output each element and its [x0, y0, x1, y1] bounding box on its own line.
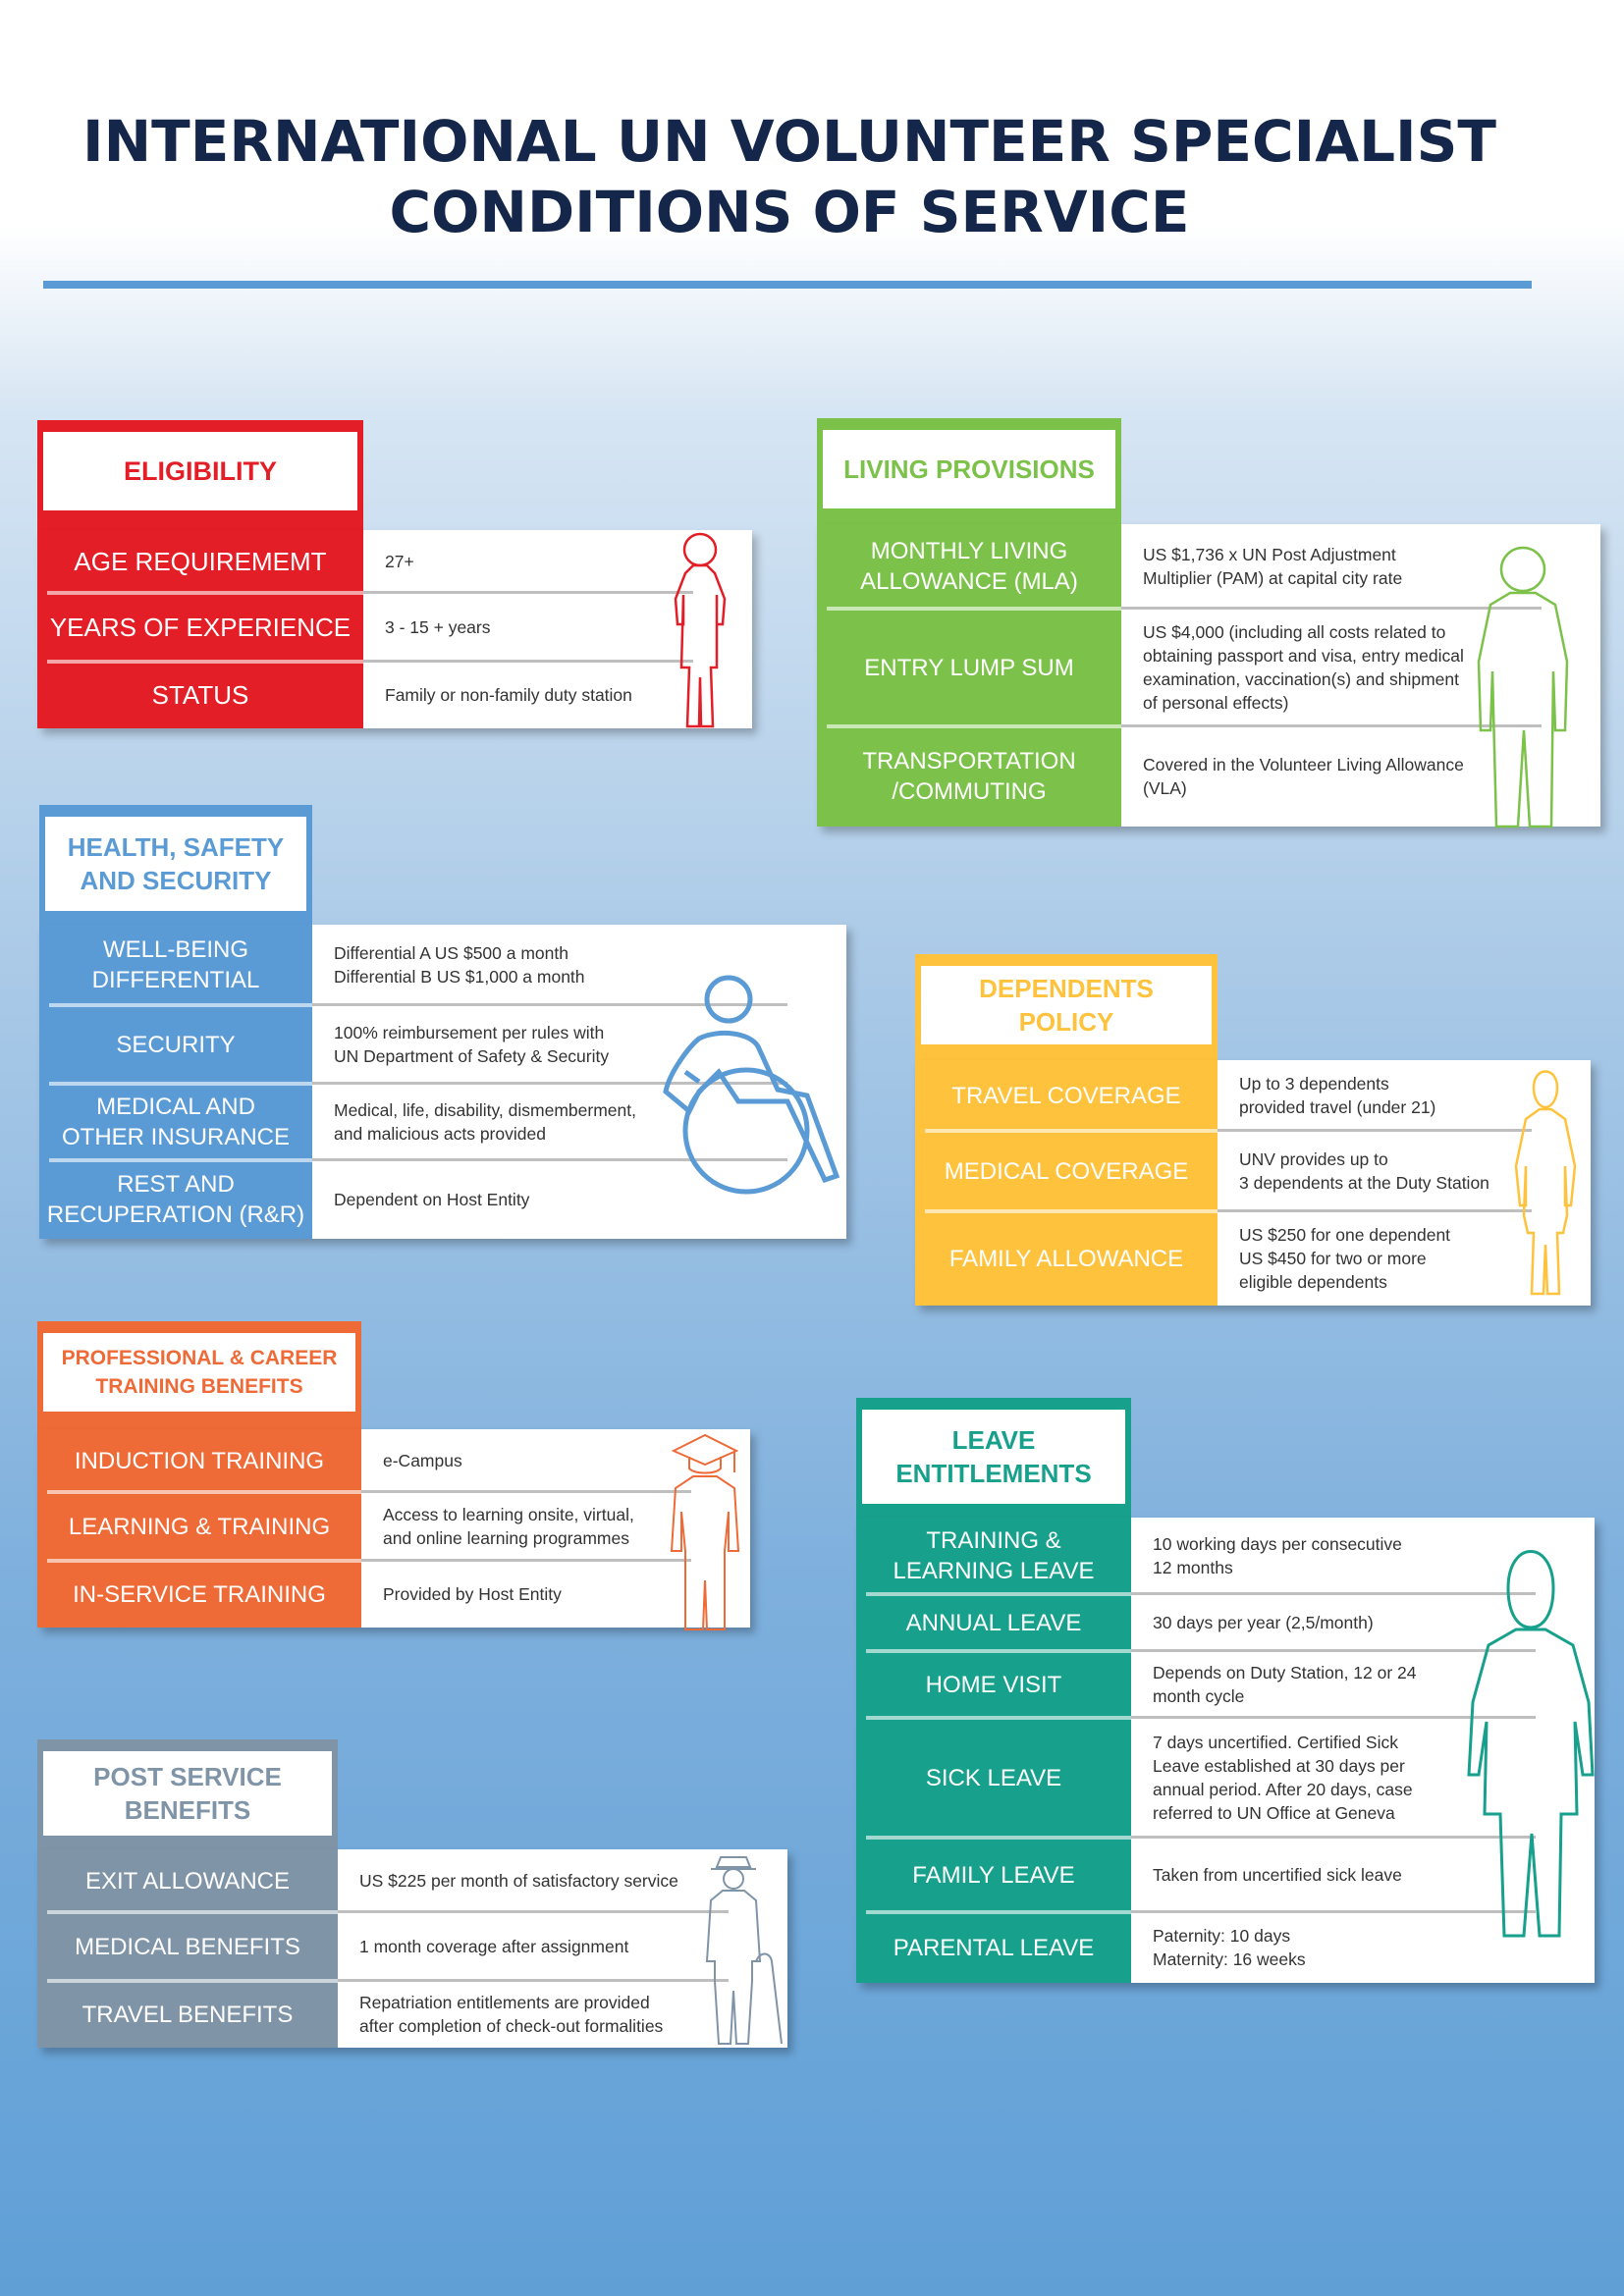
health-header: [39, 805, 312, 929]
title-line-1: INTERNATIONAL UN VOLUNTEER SPECIALIST: [82, 108, 1496, 175]
living-row-label: TRANSPORTATION /COMMUTING: [862, 748, 1076, 805]
woman-icon: [1451, 1529, 1610, 1940]
dependents-title: DEPENDENTS POLICY: [921, 966, 1212, 1044]
leave-row-value: Depends on Duty Station, 12 or 24 month cycle: [1153, 1663, 1417, 1706]
health-row-value: Differential A US $500 a month Differential B US $1,000 a month: [334, 943, 585, 987]
professional-row-label: IN-SERVICE TRAINING: [73, 1580, 326, 1608]
leave-row-value: 7 days uncertified. Certified Sick Leave established at 30 days per annual period. After 20 days, case referred to UN Office at Geneva: [1153, 1733, 1413, 1823]
dependents-row-value: UNV provides up to 3 dependents at the Duty Station: [1239, 1149, 1489, 1193]
page-title: [0, 106, 1579, 247]
leave-row-value: 30 days per year (2,5/month): [1153, 1613, 1374, 1632]
dependents-row-value: Up to 3 dependents provided travel (under 21): [1239, 1074, 1436, 1117]
title-divider: [43, 281, 1532, 289]
professional-title: PROFESSIONAL & CAREER TRAINING BENEFITS: [43, 1333, 355, 1412]
eligibility-row-value: Family or non-family duty station: [385, 685, 632, 705]
eligibility-title: ELIGIBILITY: [43, 432, 357, 510]
eligibility-row-value: 27+: [385, 552, 414, 571]
dependents-row-label: FAMILY ALLOWANCE: [948, 1245, 1184, 1272]
leave-title: LEAVE ENTITLEMENTS: [862, 1410, 1125, 1504]
health-row-label: MEDICAL AND OTHER INSURANCE: [61, 1094, 291, 1150]
health-row-value: Dependent on Host Entity: [334, 1190, 530, 1209]
elderly-man-icon: [695, 1853, 784, 2050]
post-row-value: US $225 per month of satisfactory service: [359, 1871, 678, 1891]
person-icon: [1469, 544, 1577, 828]
post-row-label: EXIT ALLOWANCE: [84, 1867, 291, 1895]
living-row-value: US $4,000 (including all costs related to obtaining passport and visa, entry medical examination, vaccination(s) and shipment of personal effects): [1143, 622, 1464, 713]
eligibility-row-value: 3 - 15 + years: [385, 617, 491, 637]
leave-row-value: 10 working days per consecutive 12 months: [1153, 1534, 1402, 1577]
professional-row-label: LEARNING & TRAINING: [68, 1513, 331, 1540]
post-header: [37, 1739, 338, 1853]
post-title: POST SERVICE BENEFITS: [43, 1751, 332, 1836]
eligibility-table: [37, 530, 752, 728]
leave-header: [856, 1398, 1131, 1522]
health-row-value: Medical, life, disability, dismemberment, and malicious acts provided: [334, 1100, 636, 1144]
dependents-header: [915, 954, 1218, 1064]
health-row-label: REST AND RECUPERATION (R&R): [46, 1171, 305, 1228]
post-row-value: Repatriation entitlements are provided after completion of check-out formalities: [359, 1993, 664, 2036]
health-title: HEALTH, SAFETY AND SECURITY: [45, 817, 306, 911]
dependents-row-value: US $250 for one dependent US $450 for two or more eligible dependents: [1239, 1225, 1451, 1292]
living-row-value: Covered in the Volunteer Living Allowance (VLA): [1143, 755, 1464, 798]
leave-row-label: FAMILY LEAVE: [912, 1861, 1075, 1889]
graduate-icon: [666, 1433, 744, 1633]
health-row-label: WELL-BEING DIFFERENTIAL: [91, 936, 260, 993]
eligibility-row-label: AGE REQUIREMEMT: [74, 546, 327, 576]
post-row-value: 1 month coverage after assignment: [359, 1937, 629, 1956]
title-line-2: CONDITIONS OF SERVICE: [389, 179, 1190, 245]
dependents-row-label: TRAVEL COVERAGE: [951, 1082, 1181, 1109]
eligibility-row-label: YEARS OF EXPERIENCE: [49, 612, 352, 642]
professional-header: [37, 1321, 361, 1433]
living-header: [817, 418, 1121, 528]
leave-row-label: PARENTAL LEAVE: [893, 1934, 1095, 1961]
living-row-value: US $1,736 x UN Post Adjustment Multiplier (PAM) at capital city rate: [1143, 545, 1403, 588]
leave-row-label: SICK LEAVE: [925, 1764, 1062, 1791]
eligibility-header: [37, 420, 363, 534]
dependents-row-label: MEDICAL COVERAGE: [944, 1157, 1189, 1185]
professional-row-value: Access to learning onsite, virtual, and online learning programmes: [383, 1505, 634, 1548]
post-row-label: TRAVEL BENEFITS: [81, 2001, 294, 2028]
professional-row-value: Provided by Host Entity: [383, 1584, 562, 1604]
wheelchair-icon: [660, 974, 856, 1200]
health-row-label: SECURITY: [116, 1031, 236, 1058]
health-row-value: 100% reimbursement per rules with UN Department of Safety & Security: [334, 1023, 610, 1066]
professional-row-value: e-Campus: [383, 1451, 462, 1470]
leave-row-value: Paternity: 10 days Maternity: 16 weeks: [1153, 1926, 1306, 1969]
living-title: LIVING PROVISIONS: [823, 430, 1115, 508]
professional-table: [37, 1429, 750, 1628]
living-row-label: MONTHLY LIVING ALLOWANCE (MLA): [860, 538, 1078, 595]
leave-row-label: ANNUAL LEAVE: [905, 1609, 1082, 1636]
eligibility-row-label: STATUS: [151, 679, 249, 710]
woman-icon: [1506, 1058, 1585, 1298]
post-table: [37, 1849, 787, 2048]
leave-row-value: Taken from uncertified sick leave: [1153, 1865, 1402, 1885]
woman-icon: [664, 530, 736, 730]
living-row-label: ENTRY LUMP SUM: [864, 654, 1074, 681]
leave-row-label: HOME VISIT: [925, 1671, 1062, 1698]
dependents-table: [915, 1060, 1591, 1306]
post-row-label: MEDICAL BENEFITS: [75, 1933, 300, 1960]
professional-row-label: INDUCTION TRAINING: [74, 1447, 325, 1474]
leave-row-label: TRAINING & LEARNING LEAVE: [893, 1527, 1095, 1584]
